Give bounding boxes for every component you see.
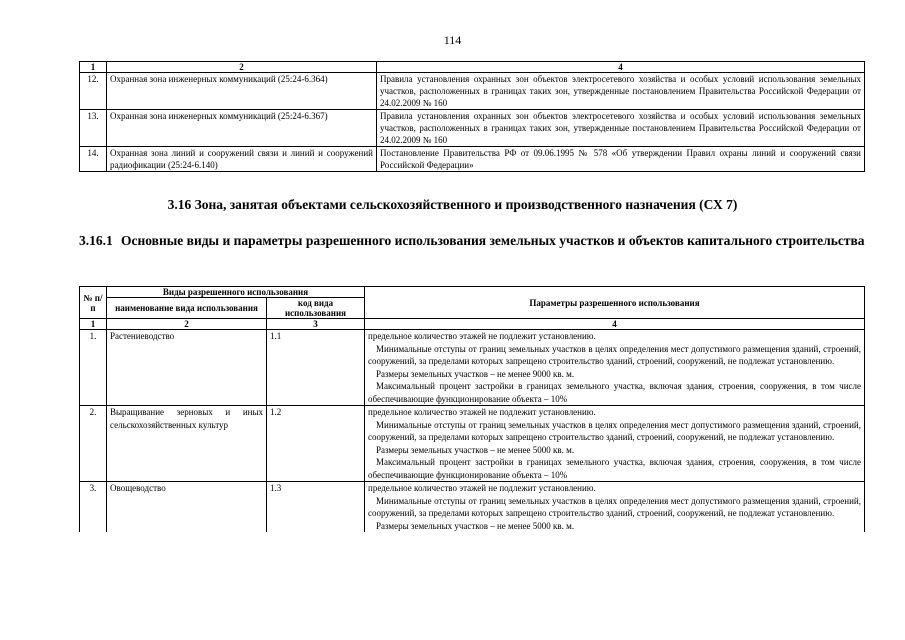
table-row <box>80 110 865 147</box>
row-number: 12. <box>80 73 107 110</box>
header-use-name: наименование вида использования <box>107 298 267 319</box>
row-number: 3. <box>80 482 107 533</box>
table-row <box>80 147 865 172</box>
zone-name: Охранная зона инженерных коммуникаций (25:24-6.367) <box>107 110 377 147</box>
use-name: Овощеводство <box>107 482 267 533</box>
section-title: 3.16 Зона, занятая объектами сельскохозяйственного и производственного назначения (СХ 7) <box>167 197 738 212</box>
table-row <box>80 482 865 533</box>
subsection-text: Основные виды и параметры разрешенного использования земельных участков и объектов капитального строительства <box>121 233 865 248</box>
parameter-text: Максимальный процент застройки в границах земельного участка, включая здания, строения, сооружения, в том числе обеспечивающие функционирование объекта – 10% <box>368 381 861 404</box>
row-number: 14. <box>80 147 107 172</box>
row-number: 13. <box>80 110 107 147</box>
parameter-text: Размеры земельных участков – не менее 5000 кв. м. <box>376 520 575 531</box>
subsection-title <box>79 232 869 249</box>
column-number-4: 4 <box>365 319 865 330</box>
parameter-text: Максимальный процент застройки в границах земельного участка, включая здания, строения, сооружения, в том числе обеспечивающие функционирование объекта – 10% <box>368 457 861 480</box>
use-name: Растениеводство <box>107 330 267 406</box>
column-number-4: 4 <box>377 62 865 73</box>
subsection-number: 3.16.1 <box>79 233 113 248</box>
parameter-text: предельное количество этажей не подлежит установлению. <box>368 483 596 493</box>
header-use-group: Виды разрешенного использования <box>107 287 365 298</box>
regulation-document: Правила установления охранных зон объектов электросетевого хозяйства и особых условий использования земельных участков, расположенных в границах таких зон, утвержденные постановлением Правительства Российской Федерации от 24.02.2009 № 160 <box>377 110 865 147</box>
parameter-text: Размеры земельных участков – не менее 5000 кв. м. <box>376 444 575 455</box>
table-header-row <box>80 287 865 298</box>
protection-zones-table <box>79 61 865 172</box>
parameter-text: Размеры земельных участков – не менее 9000 кв. м. <box>376 368 575 379</box>
regulation-document: Постановление Правительства РФ от 09.06.1995 № 578 «Об утверждении Правил охраны линий и сооружений связи Российской Федерации» <box>377 147 865 172</box>
column-number-1: 1 <box>80 319 107 330</box>
zone-name: Охранная зона линий и сооружений связи и линий и сооружений радиофикации (25:24-6.140) <box>107 147 377 172</box>
column-number-3: 3 <box>267 319 365 330</box>
parameter-text: Минимальные отступы от границ земельных участков в целях определения мест допустимого размещения зданий, строений, сооружений, за пределами которых запрещено строительство зданий, строений, сооружений, не подлежат установлению. <box>368 495 861 518</box>
use-parameters <box>365 406 865 482</box>
use-parameters <box>365 330 865 406</box>
page-number: 114 <box>443 33 462 47</box>
row-number: 2. <box>80 406 107 482</box>
use-name: Выращивание зерновых и иных сельскохозяйственных культур <box>107 406 267 482</box>
use-code: 1.3 <box>267 482 365 533</box>
use-parameters <box>365 482 865 533</box>
parameter-text: Минимальные отступы от границ земельных участков в целях определения мест допустимого размещения зданий, строений, сооружений, за пределами которых запрещено строительство зданий, строений, сооружений, не подлежат установлению. <box>368 419 861 442</box>
regulation-document: Правила установления охранных зон объектов электросетевого хозяйства и особых условий использования земельных участков, расположенных в границах таких зон, утвержденные постановлением Правительства Российской Федерации от 24.02.2009 № 160 <box>377 73 865 110</box>
permitted-use-table <box>79 286 865 532</box>
zone-name: Охранная зона инженерных коммуникаций (25:24-6.364) <box>107 73 377 110</box>
parameter-text: предельное количество этажей не подлежит установлению. <box>368 331 596 341</box>
table-row <box>80 73 865 110</box>
table-row <box>80 330 865 406</box>
use-code: 1.2 <box>267 406 365 482</box>
header-parameters: Параметры разрешенного использования <box>365 287 865 319</box>
header-use-code: код вида использования <box>267 298 365 319</box>
use-code: 1.1 <box>267 330 365 406</box>
column-number-1: 1 <box>80 62 107 73</box>
table-row <box>80 406 865 482</box>
table-header-row <box>80 62 865 73</box>
header-number: № п/п <box>80 287 107 319</box>
parameter-text: предельное количество этажей не подлежит установлению. <box>368 407 596 417</box>
column-number-2: 2 <box>107 319 267 330</box>
column-numbers-row <box>80 319 865 330</box>
column-number-2: 2 <box>107 62 377 73</box>
parameter-text: Минимальные отступы от границ земельных участков в целях определения мест допустимого размещения зданий, строений, сооружений, за пределами которых запрещено строительство зданий, строений, сооружений, не подлежат установлению. <box>368 343 861 366</box>
row-number: 1. <box>80 330 107 406</box>
